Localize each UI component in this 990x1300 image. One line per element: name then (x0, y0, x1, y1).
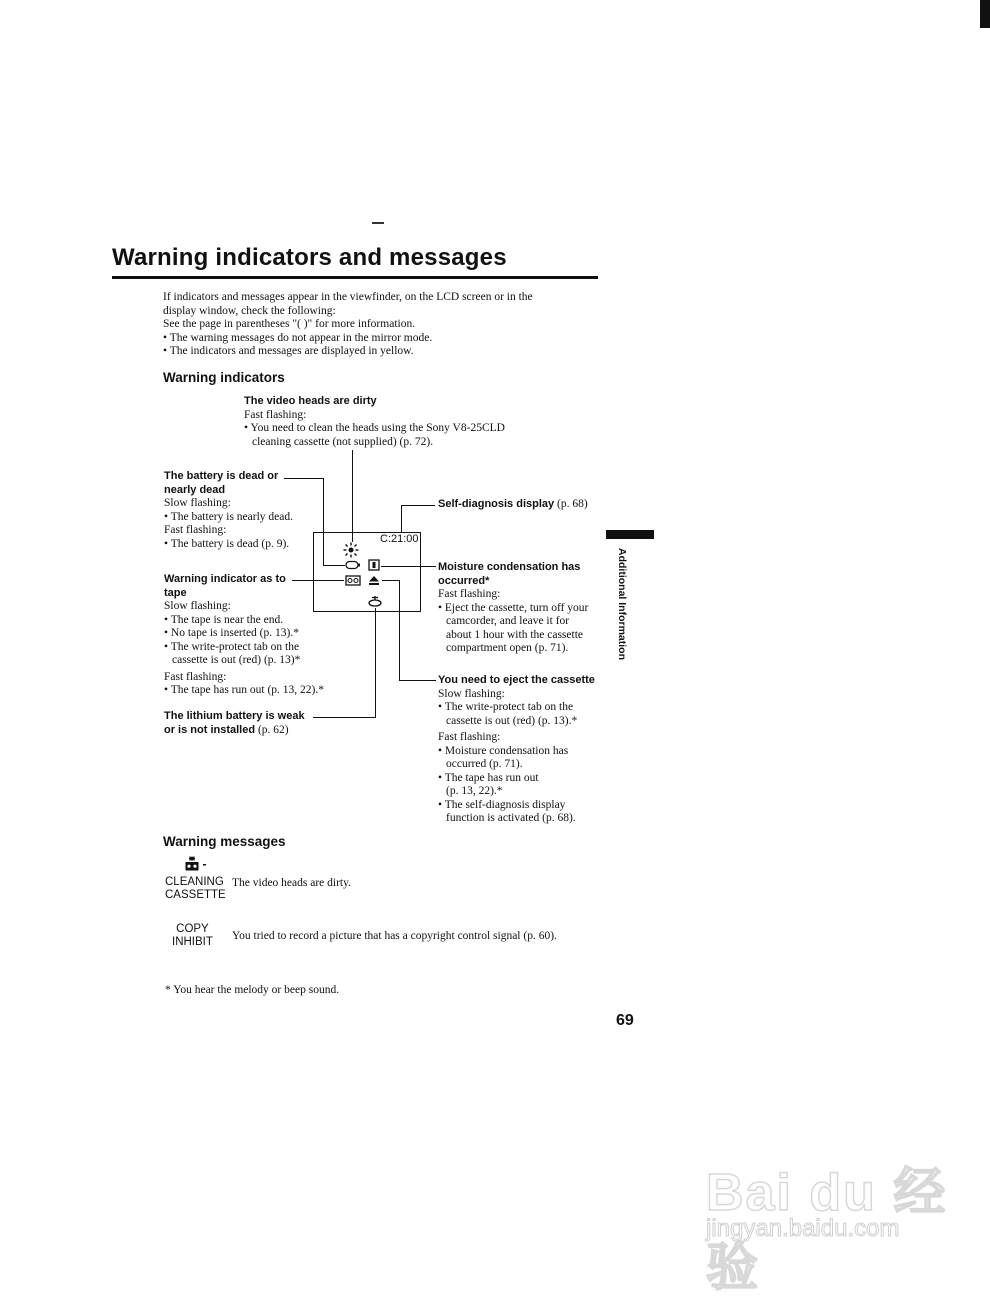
page-title: Warning indicators and messages (112, 244, 507, 271)
leader-line (313, 717, 376, 718)
tape-callout (164, 573, 324, 698)
lithium-title: or is not installed (164, 723, 256, 736)
message-code-copy (172, 923, 213, 949)
leader-line (352, 450, 353, 542)
side-tab-label: Additional Information (616, 548, 628, 660)
tape-line: • The tape is near the end. (164, 613, 284, 626)
leader-line (401, 505, 402, 532)
intro-line: See the page in parentheses "( )" for more information. (163, 318, 416, 330)
tape-line: Fast flashing: (164, 670, 227, 683)
battery-line: • The battery is nearly dead. (164, 510, 293, 523)
leader-line (399, 680, 436, 681)
eject-line: cassette is out (red) (p. 13).* (446, 714, 578, 727)
eject-line: Fast flashing: (438, 731, 501, 743)
tape-line: • The write-protect tab on the (164, 640, 300, 653)
message-text-cleaning: The video heads are dirty. (232, 877, 351, 889)
heads-dirty-icon (343, 542, 359, 558)
heads-line: cleaning cassette (not supplied) (p. 72). (252, 435, 434, 448)
scan-dot-mark (372, 222, 384, 224)
moisture-callout (438, 561, 608, 656)
page-number: 69 (616, 1012, 634, 1029)
leader-line (375, 608, 376, 718)
scan-edge-mark (980, 0, 990, 28)
intro-line: If indicators and messages appear in the viewfinder, on the LCD screen or in the (163, 291, 533, 303)
battery-title: The battery is dead or (164, 470, 279, 482)
lithium-page-ref: (p. 62) (257, 723, 289, 736)
tape-title: tape (164, 586, 187, 599)
tape-line: • No tape is inserted (p. 13).* (164, 627, 299, 639)
message-text-copy: You tried to record a picture that has a copyright control signal (p. 60). (232, 930, 557, 942)
moisture-title: occurred* (438, 574, 490, 587)
moisture-line: camcorder, and leave it for (446, 615, 570, 627)
battery-line: • The battery is dead (p. 9). (164, 537, 290, 550)
eject-callout (438, 674, 608, 826)
tape-line: • The tape has run out (p. 13, 22).* (164, 684, 324, 696)
selfdiag-page-ref: (p. 68) (557, 498, 588, 510)
leader-line (401, 505, 435, 506)
intro-line: • The warning messages do not appear in the mirror mode. (163, 331, 433, 344)
message-code-line: CLEANING (165, 876, 224, 888)
cleaning-cassette-icon (184, 856, 208, 872)
heads-line: Fast flashing: (244, 408, 307, 421)
lithium-battery-icon (367, 595, 383, 607)
lithium-callout (164, 710, 324, 737)
tape-line: cassette is out (red) (p. 13)* (172, 654, 301, 666)
title-rule (112, 276, 598, 279)
battery-callout (164, 470, 314, 551)
lithium-title: The lithium battery is weak (164, 710, 305, 722)
heads-title: The video heads are dirty (244, 395, 377, 407)
eject-line: (p. 13, 22).* (446, 785, 503, 797)
leader-line (399, 580, 400, 681)
tape-line: Slow flashing: (164, 600, 231, 612)
intro-text (163, 291, 603, 359)
heads-callout (244, 395, 544, 449)
battery-title: nearly dead (164, 483, 226, 496)
selfdiag-title: Self-diagnosis display (438, 498, 555, 510)
eject-line: Slow flashing: (438, 687, 505, 700)
footnote: * You hear the melody or beep sound. (165, 984, 340, 996)
watermark-url: jingyan.baidu.com (706, 1215, 900, 1242)
moisture-line: about 1 hour with the cassette (446, 628, 584, 641)
message-code-line: CASSETTE (165, 889, 226, 901)
battery-icon (345, 560, 361, 570)
eject-line: occurred (p. 71). (446, 758, 523, 770)
section-tab-marker (606, 530, 654, 539)
watermark-logo: Bai du 经验 (706, 1164, 948, 1297)
intro-line: display window, check the following: (163, 304, 336, 317)
message-code-cleaning (165, 876, 226, 902)
moisture-line: • Eject the cassette, turn off your (438, 601, 589, 614)
eject-line: • The tape has run out (438, 771, 539, 784)
selfdiag-callout (438, 498, 608, 512)
tape-warning-icon (345, 575, 361, 586)
eject-line: • The write-protect tab on the (438, 701, 574, 713)
moisture-icon (368, 559, 380, 571)
message-code-line: COPY (176, 923, 209, 935)
leader-line (284, 478, 324, 479)
timecode-readout: C:21:00 (380, 533, 419, 545)
leader-line (323, 565, 345, 566)
eject-line: function is activated (p. 68). (446, 812, 576, 824)
section-heading-messages: Warning messages (163, 834, 286, 849)
tape-title: Warning indicator as to (164, 573, 286, 585)
eject-line: • The self-diagnosis display (438, 798, 566, 811)
eject-line: • Moisture condensation has (438, 744, 569, 757)
battery-line: Fast flashing: (164, 524, 227, 536)
moisture-line: compartment open (p. 71). (446, 642, 569, 654)
moisture-line: Fast flashing: (438, 588, 501, 600)
leader-line (323, 478, 324, 566)
intro-line: • The indicators and messages are displayed in yellow. (163, 345, 414, 357)
leader-line (292, 580, 344, 581)
leader-line (381, 566, 436, 567)
section-heading-indicators: Warning indicators (163, 370, 285, 385)
message-code-line: INHIBIT (172, 936, 213, 948)
moisture-title: Moisture condensation has (438, 561, 581, 573)
leader-line (382, 580, 400, 581)
eject-title: You need to eject the cassette (438, 674, 595, 686)
eject-icon (368, 575, 380, 586)
heads-line: • You need to clean the heads using the Sony V8-25CLD (244, 422, 505, 434)
battery-line: Slow flashing: (164, 497, 231, 509)
